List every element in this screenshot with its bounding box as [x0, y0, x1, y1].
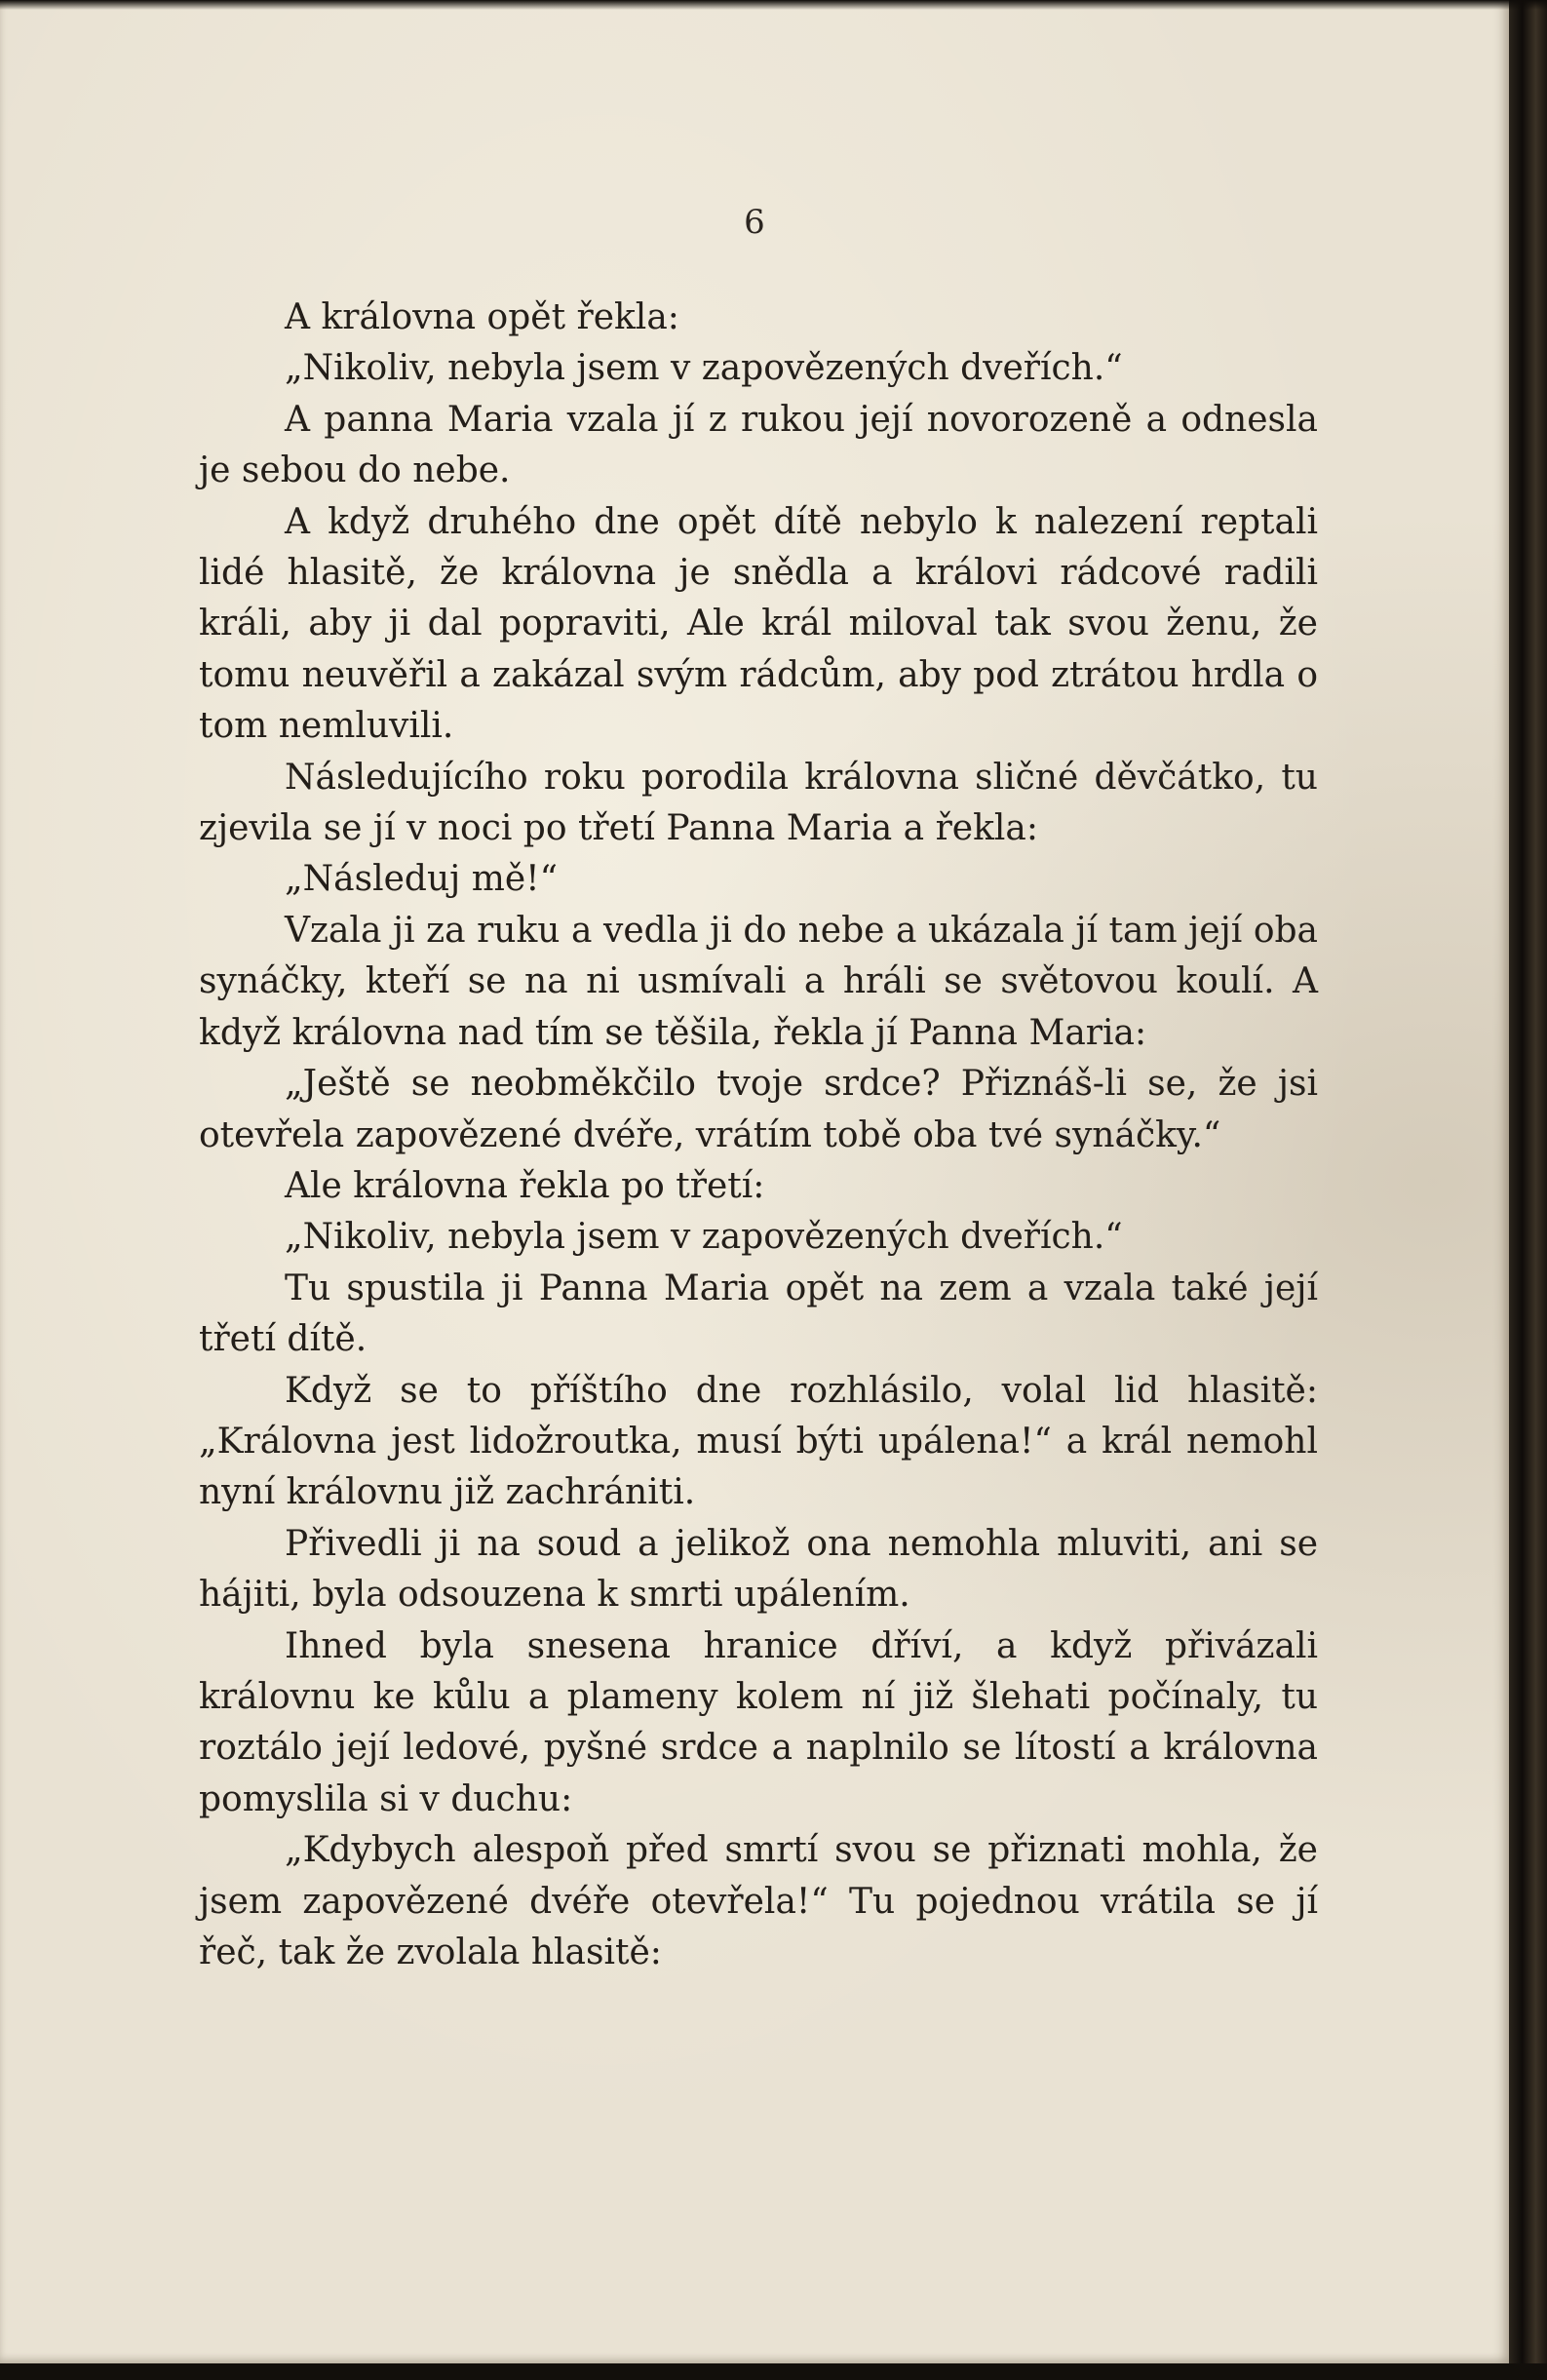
paragraph: „Kdybych alespoň před smrtí svou se přiznati mohla, že jsem zapovězené dvéře otevřela!“ Tu pojednou vrátila se jí řeč, tak že zvolala hlasitě: — [199, 1830, 1318, 1972]
top-edge-shadow — [0, 0, 1547, 10]
book-spine — [1509, 0, 1547, 2380]
paragraph: Tu spustila ji Panna Maria opět na zem a vzala také její třetí dítě. — [199, 1268, 1318, 1360]
paragraph: Ihned byla snesena hranice dříví, a když přivázali královnu ke kůlu a plameny kolem ní již šlehati počínaly, tu roztálo její ledové, pyšné srdce a naplnilo se lítostí a královna pomyslila si v duchu: — [199, 1625, 1318, 1819]
paragraph: „Ještě se neobměkčilo tvoje srdce? Přiznáš-li se, že jsi otevřela zapovězené dvéře, vrátím tobě oba tvé synáčky.“ — [199, 1064, 1318, 1155]
paragraph: „Následuj mě!“ — [285, 859, 559, 900]
paragraph: Vzala ji za ruku a vedla ji do nebe a ukázala jí tam její oba synáčky, kteří se na ni usmívali a hráli se světovou koulí. A když královna nad tím se těšila, řekla jí Panna Maria: — [199, 910, 1318, 1053]
paragraph: Ale královna řekla po třetí: — [285, 1165, 765, 1206]
paragraph: A panna Maria vzala jí z rukou její novorozeně a odnesla je sebou do nebe. — [199, 399, 1318, 491]
paragraph: A královna opět řekla: — [285, 297, 679, 337]
paragraph: Přivedli ji na soud a jelikož ona nemohla mluviti, ani se hájiti, byla odsouzena k smrti upálením. — [199, 1523, 1318, 1616]
paragraph: „Nikoliv, nebyla jsem v zapovězených dveřích.“ — [285, 348, 1123, 389]
paragraph: „Nikoliv, nebyla jsem v zapovězených dveřích.“ — [285, 1217, 1123, 1258]
paragraph: Následujícího roku porodila královna sličné děvčátko, tu zjevila se jí v noci po třetí Panna Maria a řekla: — [199, 757, 1318, 849]
page-text — [199, 293, 1318, 1978]
bottom-edge-shadow — [0, 2363, 1547, 2380]
paragraph: A když druhého dne opět dítě nebylo k nalezení reptali lidé hlasitě, že královna je snědla a královi rádcové radili králi, aby ji dal popraviti, Ale král miloval tak svou ženu, že tomu neuvěřil a zakázal svým rádcům, aby pod ztrátou hrdla o tom nemluvili. — [199, 501, 1318, 747]
page-number: 6 — [744, 203, 765, 242]
paragraph: Když se to příštího dne rozhlásilo, volal lid hlasitě: „Královna jest lidožroutka, musí býti upálena!“ a král nemohl nyní královnu již zachrániti. — [199, 1370, 1318, 1513]
